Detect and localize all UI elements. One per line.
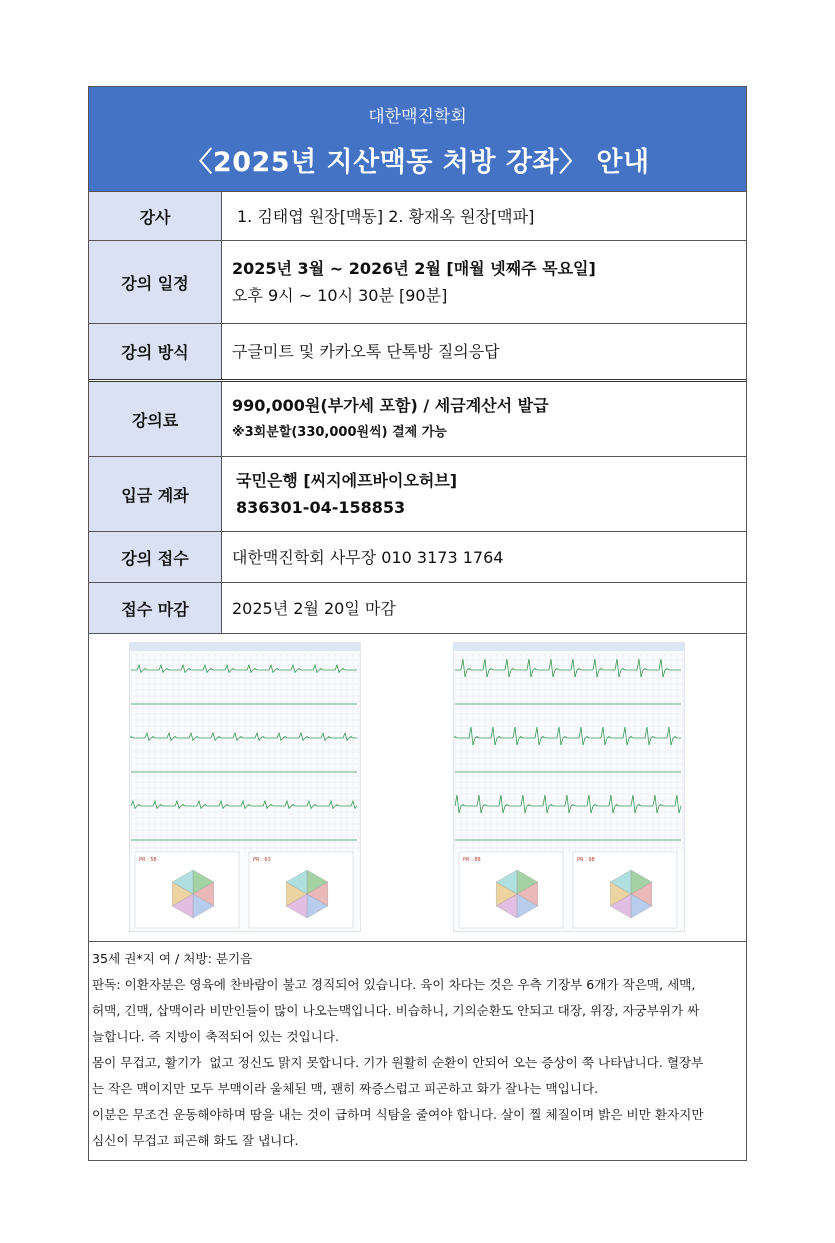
value-method: 구글미트 및 카카오톡 단톡방 질의응답: [232, 342, 500, 361]
value-bank: 국민은행 [씨지에프바이오허브]: [236, 471, 458, 490]
value-fee-installment: ※3회분할(330,000원씩) 결제 가능: [232, 425, 447, 440]
value-fee: 990,000원(부가세 포함) / 세금계산서 발급: [232, 396, 549, 415]
value-lecturer: 1. 김태엽 원장[맥동] 2. 황재옥 원장[맥파]: [237, 206, 535, 226]
notice-table: [88, 86, 747, 1161]
note-line: 이분은 무조건 운동해야하며 땀을 내는 것이 급하며 식탐을 줄여야 합니다. 살이 찔 체질이며 밝은 비만 환자지만: [92, 1107, 704, 1122]
page-title: 〈2025년 지산맥동 처방 강좌〉 안내: [185, 147, 650, 178]
note-line: 심신이 무겁고 피곤해 화도 잘 냅니다.: [92, 1133, 299, 1148]
label-deadline: 접수 마감: [89, 583, 222, 633]
label-schedule: 강의 일정: [89, 241, 222, 323]
value-schedule-time: 오후 9시 ~ 10시 30분 [90분]: [232, 286, 448, 305]
row-lecturer: [89, 192, 746, 241]
row-contact: [89, 532, 746, 583]
value-schedule-period: 2025년 3월 ~ 2026년 2월 [매월 넷째주 목요일]: [232, 259, 596, 278]
note-line: 35세 권*지 여 / 처방: 분기음: [92, 951, 253, 966]
value-deadline: 2025년 2월 20일 마감: [232, 598, 396, 618]
note-line: 늘합니다. 즉 지방이 축적되어 있는 것입니다.: [92, 1029, 340, 1044]
note-line: 허맥, 긴맥, 삽맥이라 비만인들이 많이 나오는맥입니다. 비습하니, 기의순환도 안되고 대장, 위장, 자궁부위가 싸: [92, 1003, 700, 1018]
row-account: [89, 457, 746, 532]
ecg-report-left: [129, 642, 361, 932]
row-method: [89, 324, 746, 382]
label-account: 입금 계좌: [89, 457, 222, 531]
label-lecturer: 강사: [89, 192, 222, 240]
label-fee: 강의료: [89, 382, 222, 456]
pr-label: PR : 98: [577, 857, 595, 863]
ecg-report-right: [453, 642, 685, 932]
label-contact: 강의 접수: [89, 532, 222, 582]
value-contact: 대한맥진학회 사무장 010 3173 1764: [232, 547, 504, 567]
row-schedule: [89, 241, 746, 324]
note-line: 는 작은 맥이지만 모두 부맥이라 울체된 맥, 괜히 짜증스럽고 피곤하고 화가 잘나는 맥입니다.: [92, 1081, 599, 1096]
pr-label: PR : 58: [139, 857, 157, 863]
value-account-number: 836301-04-158853: [236, 498, 406, 517]
note-line: 판독: 이환자분은 영육에 찬바람이 불고 경직되어 있습니다. 육이 차다는 것은 우측 기장부 6개가 작은맥, 세맥,: [92, 977, 696, 992]
label-method: 강의 방식: [89, 324, 222, 379]
header: [89, 87, 746, 192]
pr-label: PR : 88: [463, 857, 481, 863]
row-deadline: [89, 583, 746, 634]
row-fee: [89, 382, 746, 457]
case-notes: [89, 942, 746, 1160]
note-line: 몸이 무겁고, 활기가 없고 정신도 맑지 못합니다. 기가 원활히 순환이 안되어 오는 증상이 쭉 나타납니다. 혈장부: [92, 1055, 704, 1070]
org-name: 대한맥진학회: [368, 107, 467, 127]
ecg-images: [89, 634, 746, 942]
pr-label: PR : 63: [253, 857, 271, 863]
